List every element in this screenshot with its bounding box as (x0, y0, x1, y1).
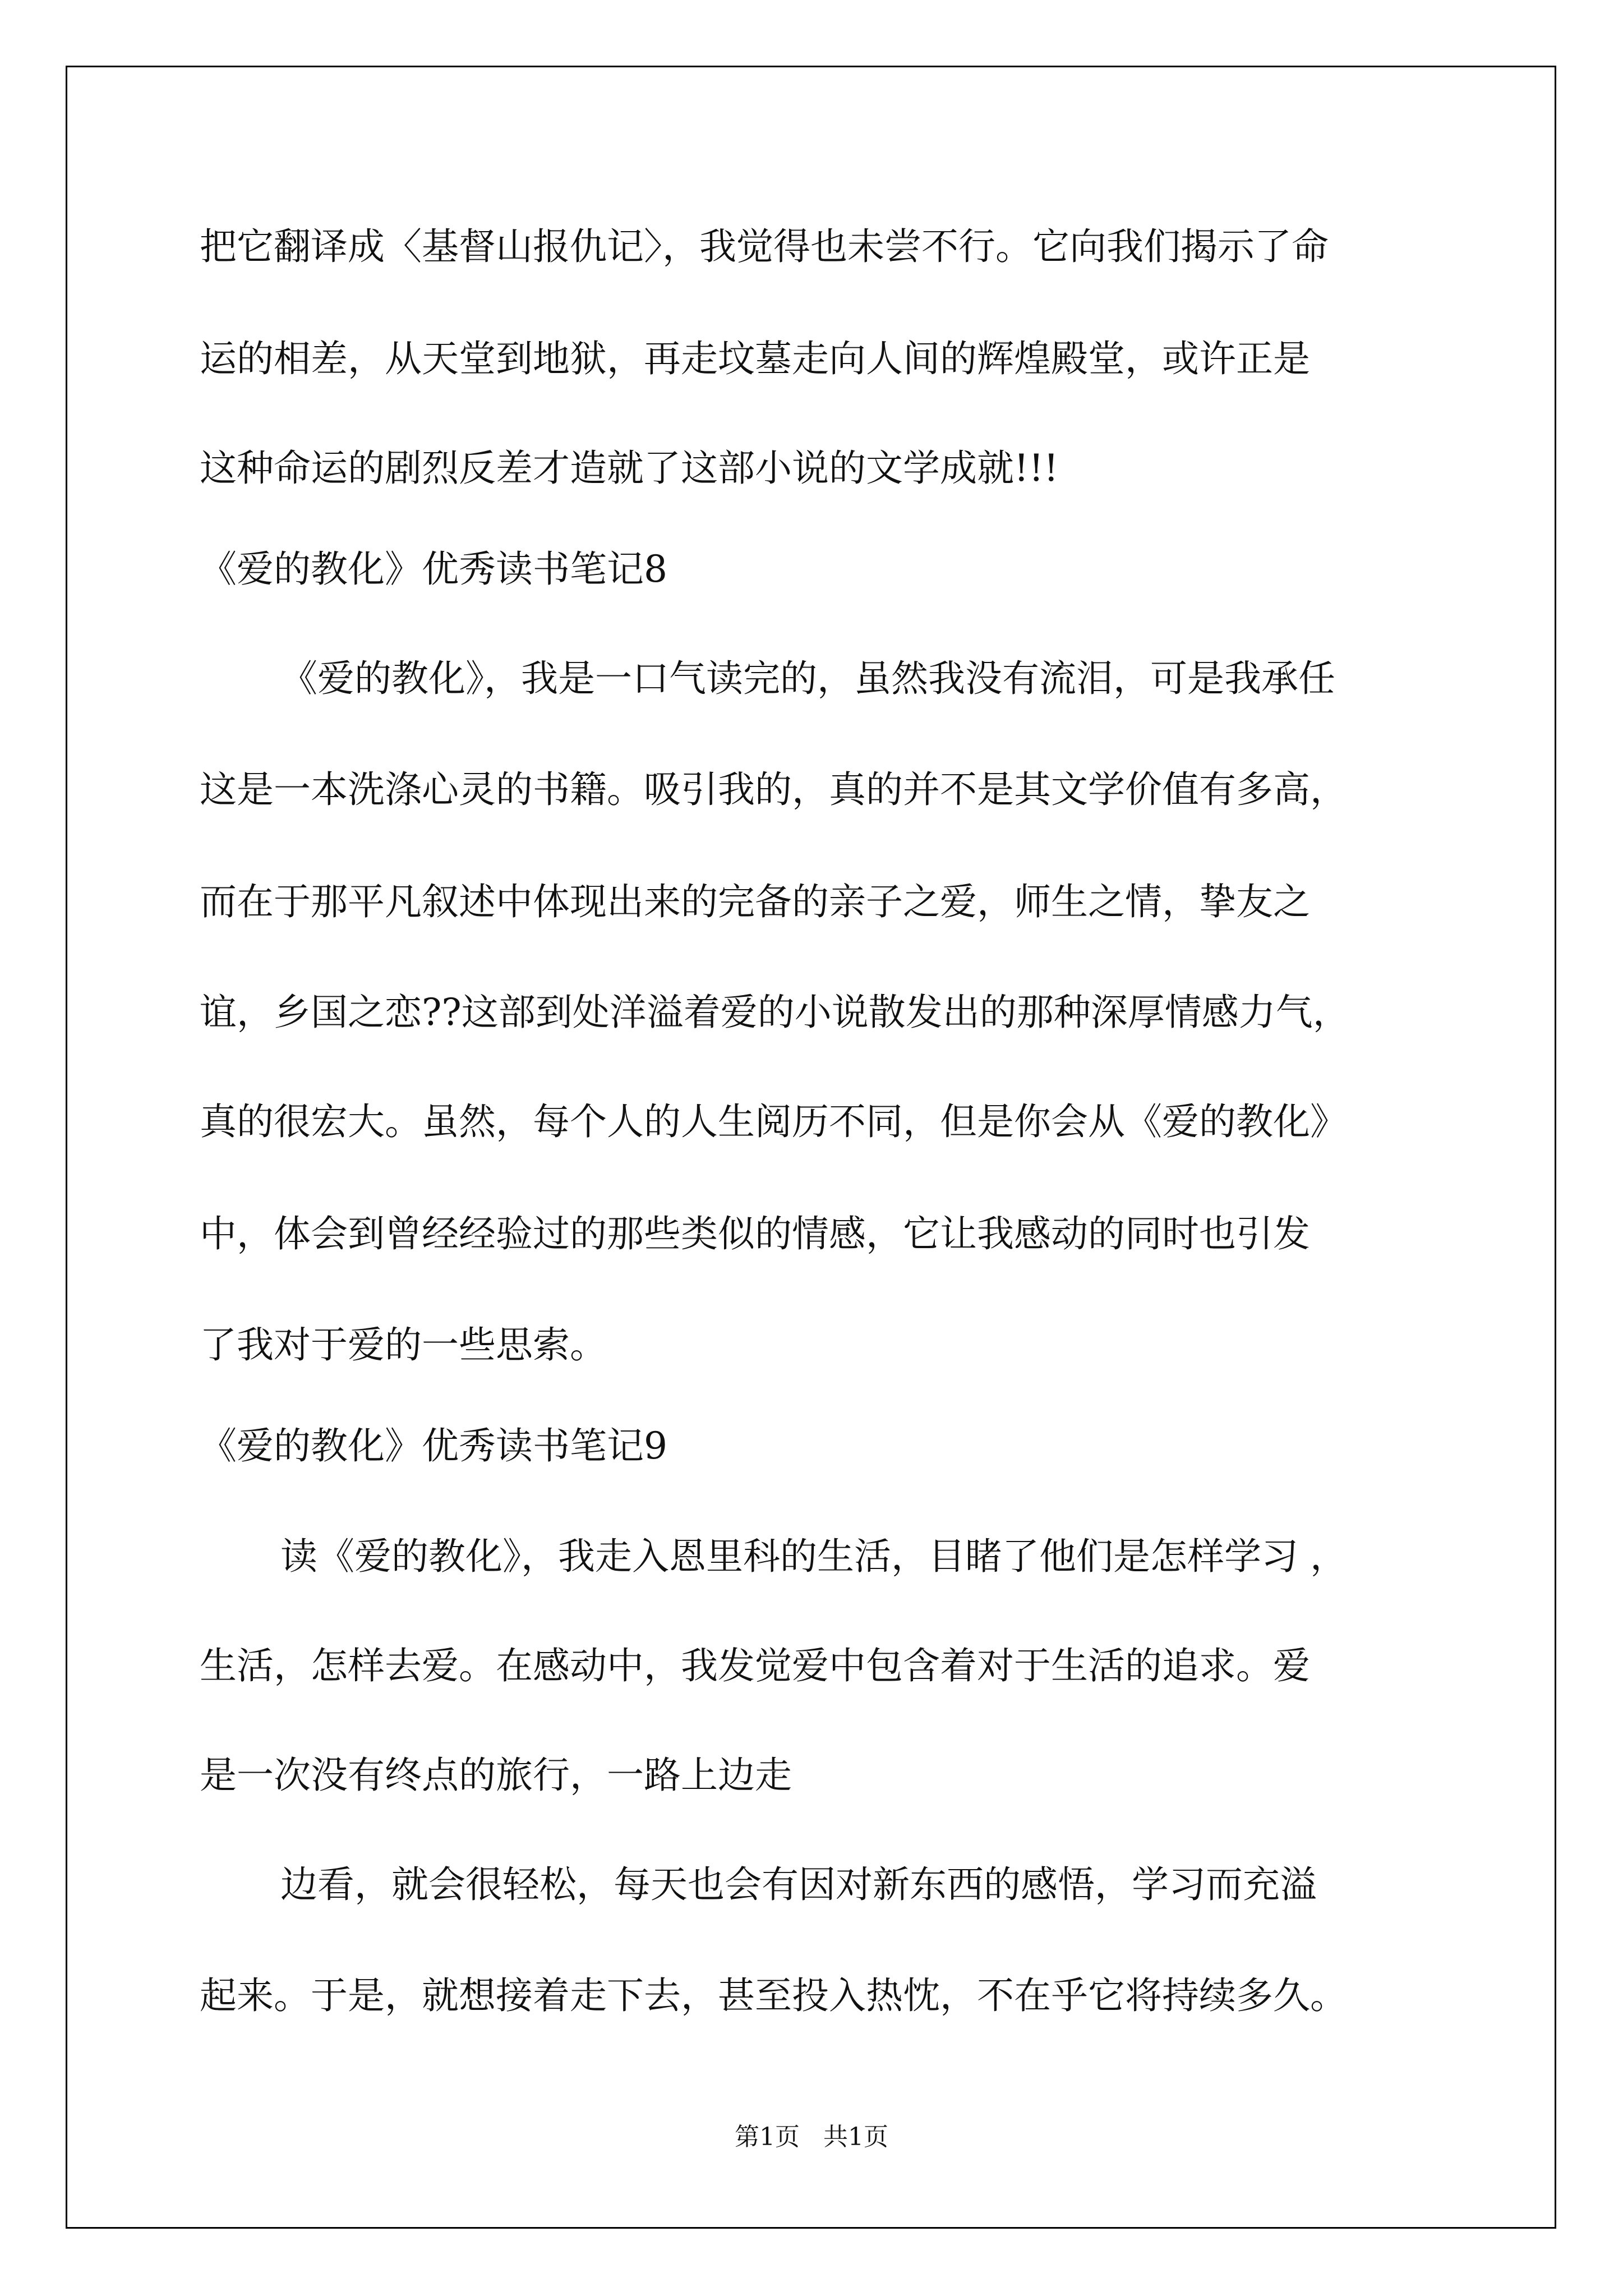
paragraph-line: 这种命运的剧烈反差才造就了这部小说的文学成就!!! (200, 447, 1059, 490)
paragraph-line: 生活，怎样去爱。在感动中，我发觉爱中包含着对于生活的追求。爱 (200, 1644, 1310, 1687)
paragraph-line: 边看，就会很轻松，每天也会有因对新东西的感悟，学习而充溢 (280, 1863, 1317, 1906)
paragraph-line: 起来。于是，就想接着走下去，甚至投入热忱，不在乎它将持续多久。 (200, 1974, 1347, 2017)
section-heading-8: 《爱的教化》优秀读书笔记8 (200, 547, 667, 591)
paragraph-line: 运的相差，从天堂到地狱，再走坟墓走向人间的辉煌殿堂，或许正是 (200, 337, 1310, 380)
paragraph-line: 把它翻译成〈基督山报仇记〉，我觉得也未尝不行。它向我们揭示了命 (200, 225, 1329, 268)
paragraph-line: 中，体会到曾经经验过的那些类似的情感，它让我感动的同时也引发 (200, 1212, 1310, 1255)
paragraph-line: 《爱的教化》，我是一口气读完的，虽然我没有流泪，可是我承任 (280, 657, 1335, 700)
paragraph-line: 这是一本洗涤心灵的书籍。吸引我的，真的并不是其文学价值有多高， (200, 768, 1347, 811)
page-number-footer: 第1页 共1页 (735, 2123, 888, 2151)
paragraph-line: 了我对于爱的一些思索。 (200, 1323, 607, 1366)
paragraph-line: 读《爱的教化》，我走入恩里科的生活，目睹了他们是怎样学习 ， (280, 1535, 1347, 1578)
paragraph-line: 真的很宏大。虽然，每个人的人生阅历不同，但是你会从《爱的教化》 (200, 1100, 1347, 1143)
paragraph-line: 是一次没有终点的旅行，一路上边走 (200, 1754, 792, 1797)
paragraph-line: 谊，乡国之恋??这部到处洋溢着爱的小说散发出的那种深厚情感力气， (200, 991, 1350, 1034)
section-heading-9: 《爱的教化》优秀读书笔记9 (200, 1424, 667, 1467)
paragraph-line: 而在于那平凡叙述中体现出来的完备的亲子之爱，师生之情，挚友之 (200, 880, 1310, 923)
